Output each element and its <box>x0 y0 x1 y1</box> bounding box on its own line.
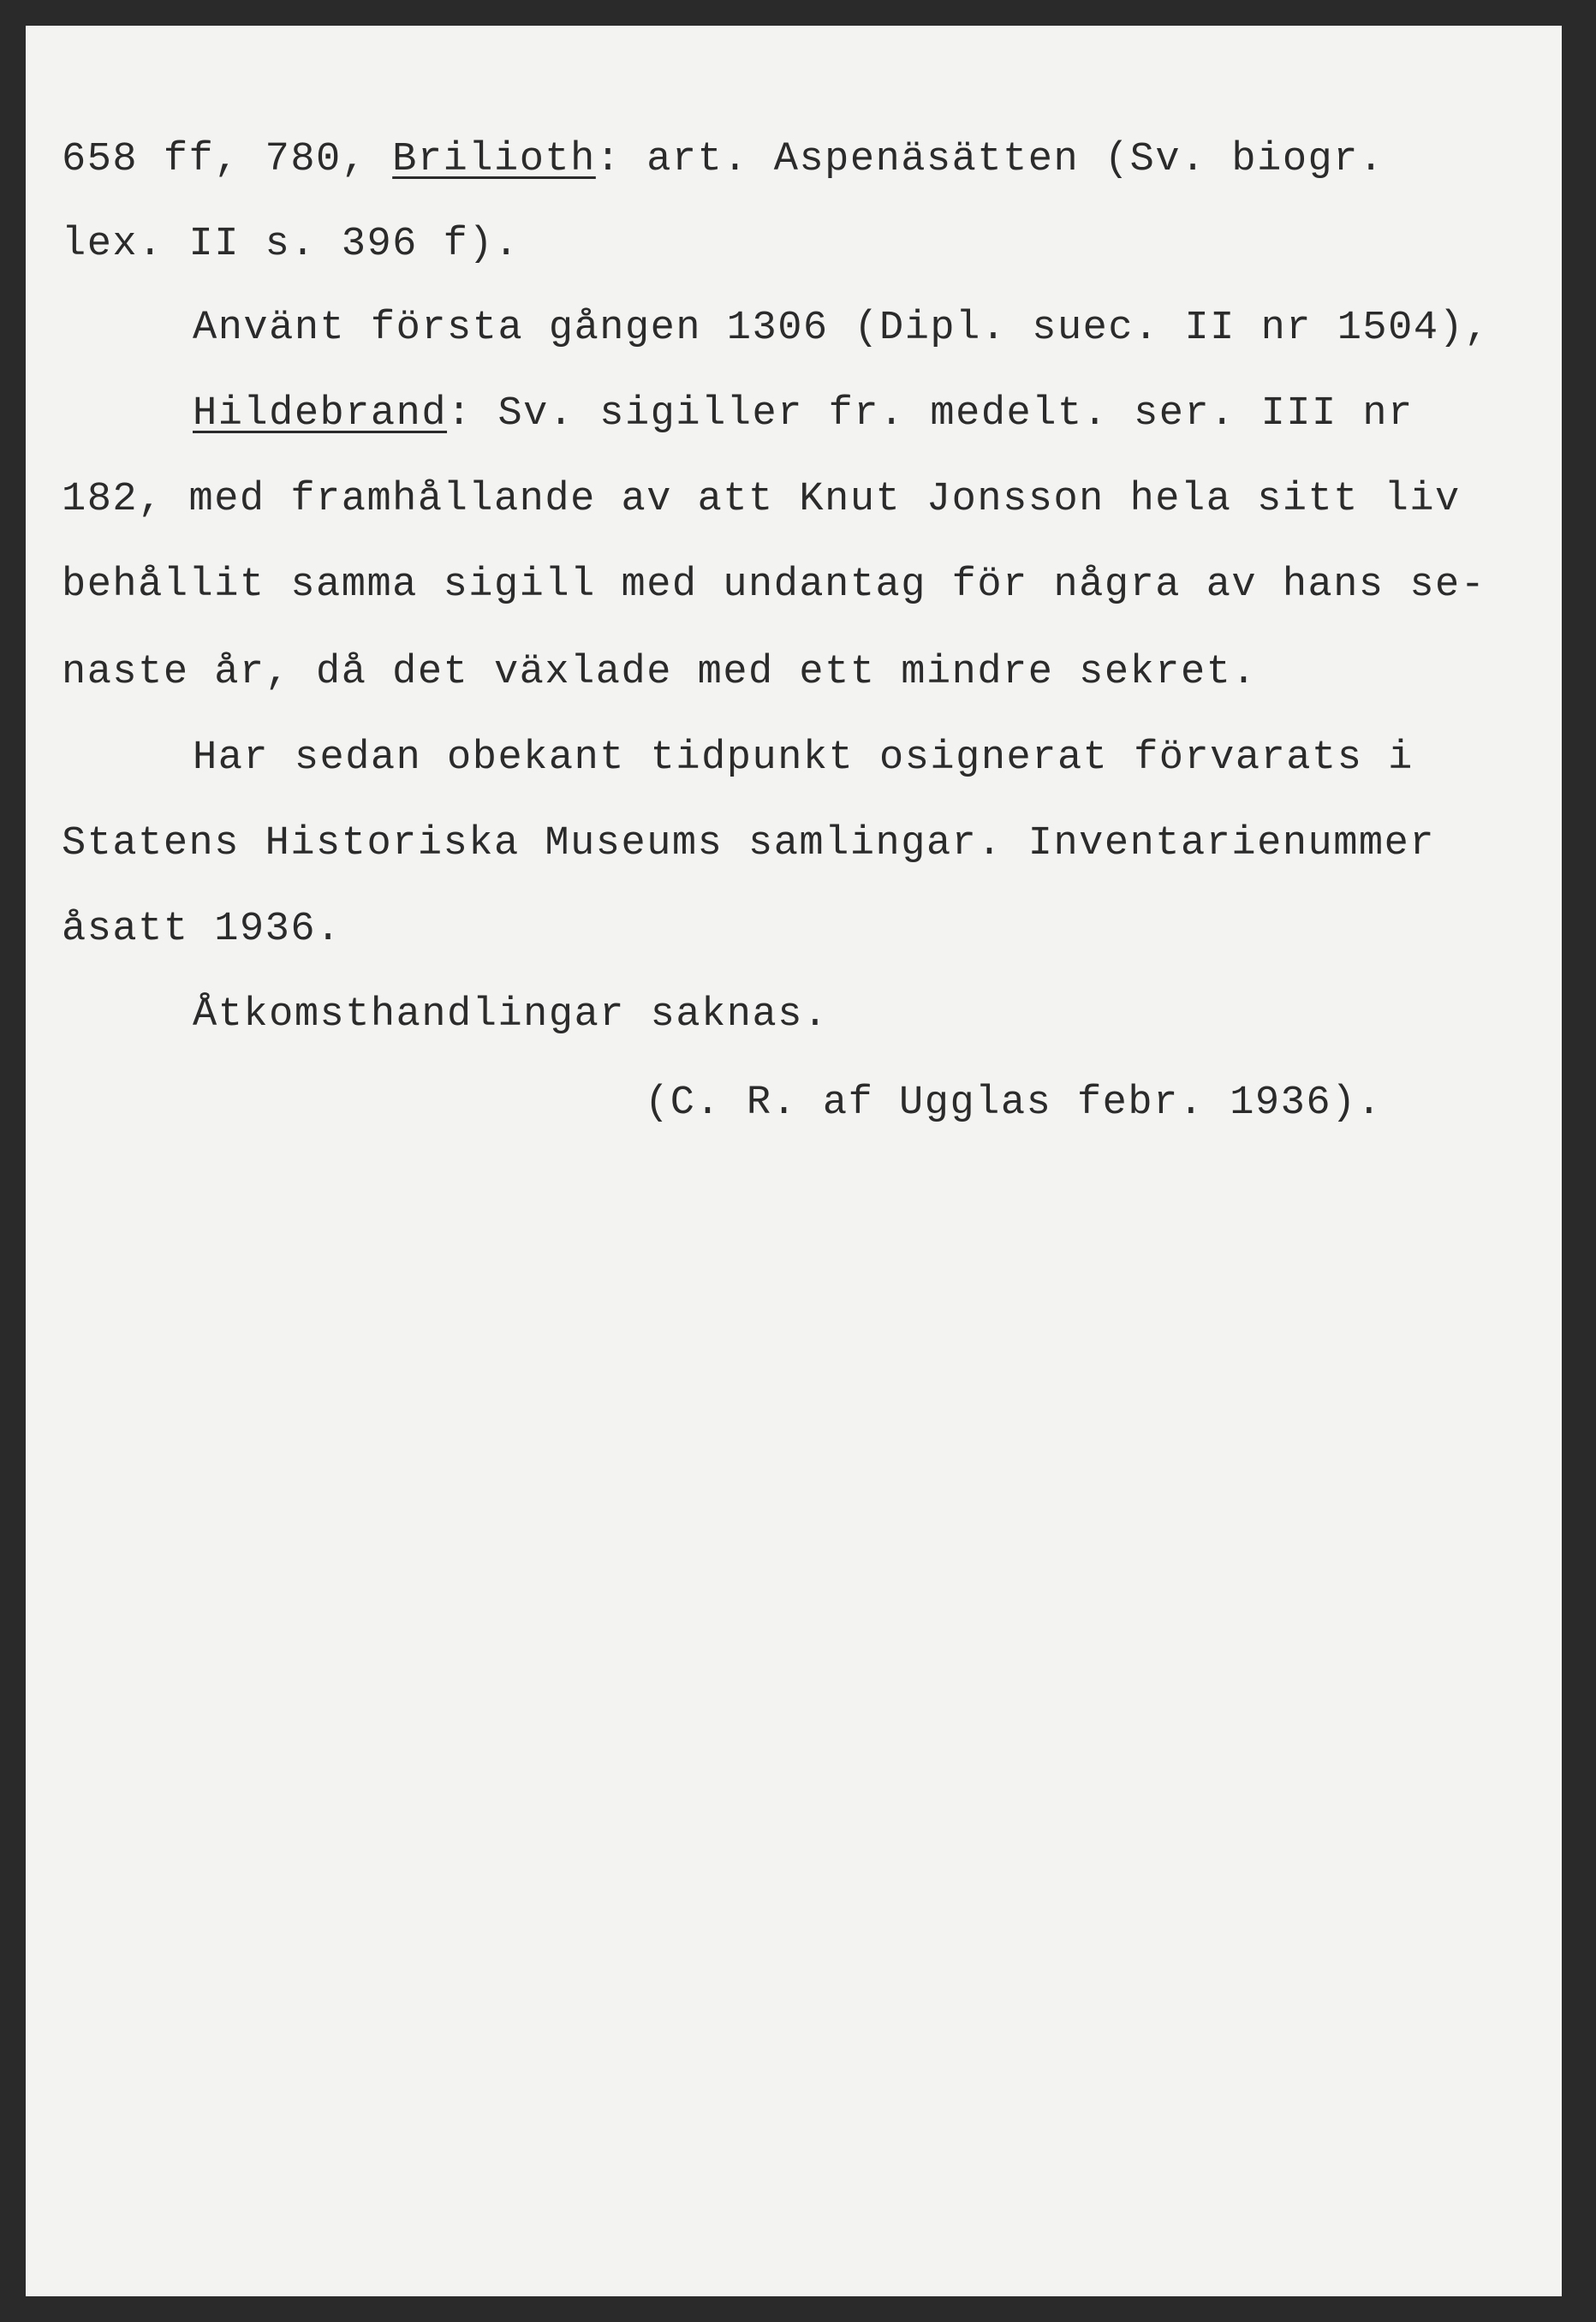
text-line-1-part-1: 658 ff, 780, <box>62 137 393 182</box>
text-line-4 <box>193 391 1414 437</box>
archive-card <box>26 26 1562 2296</box>
text-line-6: behållit samma sigill med undantag för några av hans se- <box>62 563 1486 608</box>
text-line-5: 182, med framhållande av att Knut Jonsson hela sitt liv <box>62 477 1461 522</box>
text-line-9: Statens Historiska Museums samlingar. Inventarienummer <box>62 821 1436 866</box>
author-hildebrand: Hildebrand <box>193 391 448 437</box>
text-line-11: Åtkomsthandlingar saknas. <box>193 992 829 1038</box>
text-line-2: lex. II s. 396 f). <box>62 222 520 267</box>
text-line-10: åsatt 1936. <box>62 907 342 952</box>
text-line-7: naste år, då det växlade med ett mindre sekret. <box>62 650 1258 695</box>
text-line-4-part-2: : Sv. sigiller fr. medelt. ser. III nr <box>447 391 1414 437</box>
author-brilioth: Brilioth <box>392 137 596 182</box>
signature-line: (C. R. af Ugglas febr. 1936). <box>645 1081 1383 1126</box>
text-line-3: Använt första gången 1306 (Dipl. suec. II nr 1504), <box>193 306 1490 351</box>
text-line-1 <box>62 137 1385 182</box>
text-line-1-part-3: : art. Aspenäsätten (Sv. biogr. <box>595 137 1385 182</box>
text-line-8: Har sedan obekant tidpunkt osignerat förvarats i <box>193 735 1414 781</box>
typed-text <box>26 26 1562 2296</box>
